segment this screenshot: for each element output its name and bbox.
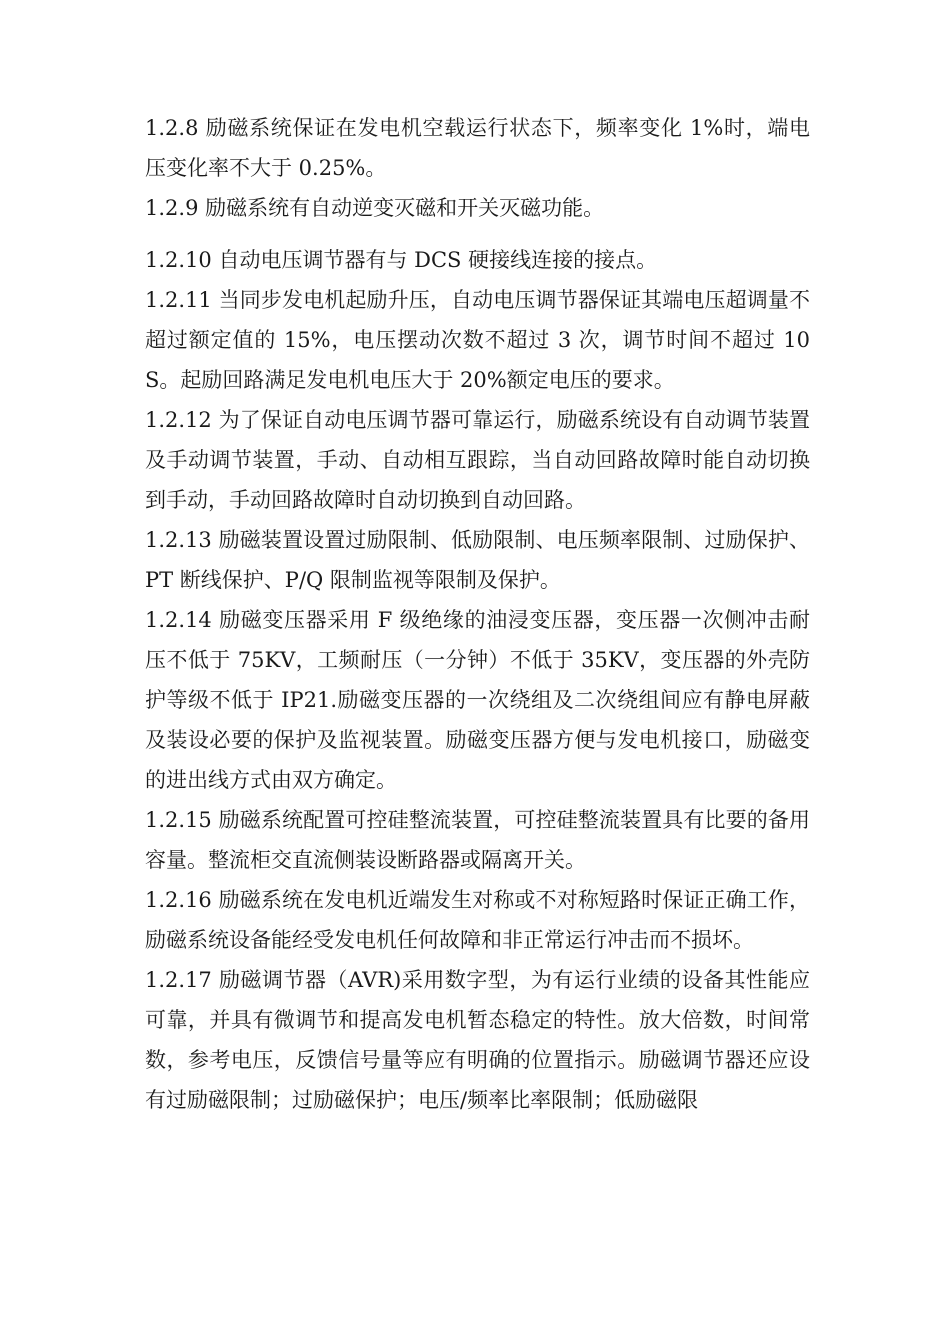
paragraph-1-2-13: 1.2.13 励磁装置设置过励限制、低励限制、电压频率限制、过励保护、PT 断线保护、P/Q 限制监视等限制及保护。: [145, 528, 810, 592]
document-body: [145, 108, 810, 1120]
paragraph-1-2-8: 1.2.8 励磁系统保证在发电机空载运行状态下，频率变化 1%时，端电压变化率不大于 0.25%。: [145, 116, 810, 180]
paragraph-1-2-17: 1.2.17 励磁调节器（AVR)采用数字型，为有运行业绩的设备其性能应可靠，并具有微调节和提高发电机暂态稳定的特性。放大倍数，时间常数，参考电压，反馈信号量等应有明确的位置指示。励磁调节器还应设有过励磁限制；过励磁保护；电压/频率比率限制；低励磁限: [145, 968, 810, 1112]
paragraph-1-2-16: 1.2.16 励磁系统在发电机近端发生对称或不对称短路时保证正确工作，励磁系统设备能经受发电机任何故障和非正常运行冲击而不损坏。: [145, 888, 810, 952]
paragraph-1-2-12: 1.2.12 为了保证自动电压调节器可靠运行，励磁系统设有自动调节装置及手动调节装置，手动、自动相互跟踪，当自动回路故障时能自动切换到手动，手动回路故障时自动切换到自动回路。: [145, 408, 810, 512]
paragraph-1-2-9: 1.2.9 励磁系统有自动逆变灭磁和开关灭磁功能。: [145, 196, 605, 220]
paragraph-1-2-10: 1.2.10 自动电压调节器有与 DCS 硬接线连接的接点。: [145, 248, 658, 272]
paragraph-1-2-14: 1.2.14 励磁变压器采用 F 级绝缘的油浸变压器，变压器一次侧冲击耐压不低于 75KV，工频耐压（一分钟）不低于 35KV，变压器的外壳防护等级不低于 IP21.励磁变压器的一次绕组及二次绕组间应有静电屏蔽及装设必要的保护及监视装置。励磁变压器方便与发电机接口，励磁变的进出线方式由双方确定。: [145, 608, 810, 792]
paragraph-1-2-15: 1.2.15 励磁系统配置可控硅整流装置，可控硅整流装置具有比要的备用容量。整流柜交直流侧装设断路器或隔离开关。: [145, 808, 810, 872]
paragraph-1-2-11: 1.2.11 当同步发电机起励升压，自动电压调节器保证其端电压超调量不超过额定值的 15%，电压摆动次数不超过 3 次，调节时间不超过 10S。起励回路满足发电机电压大于 20%额定电压的要求。: [145, 288, 810, 392]
